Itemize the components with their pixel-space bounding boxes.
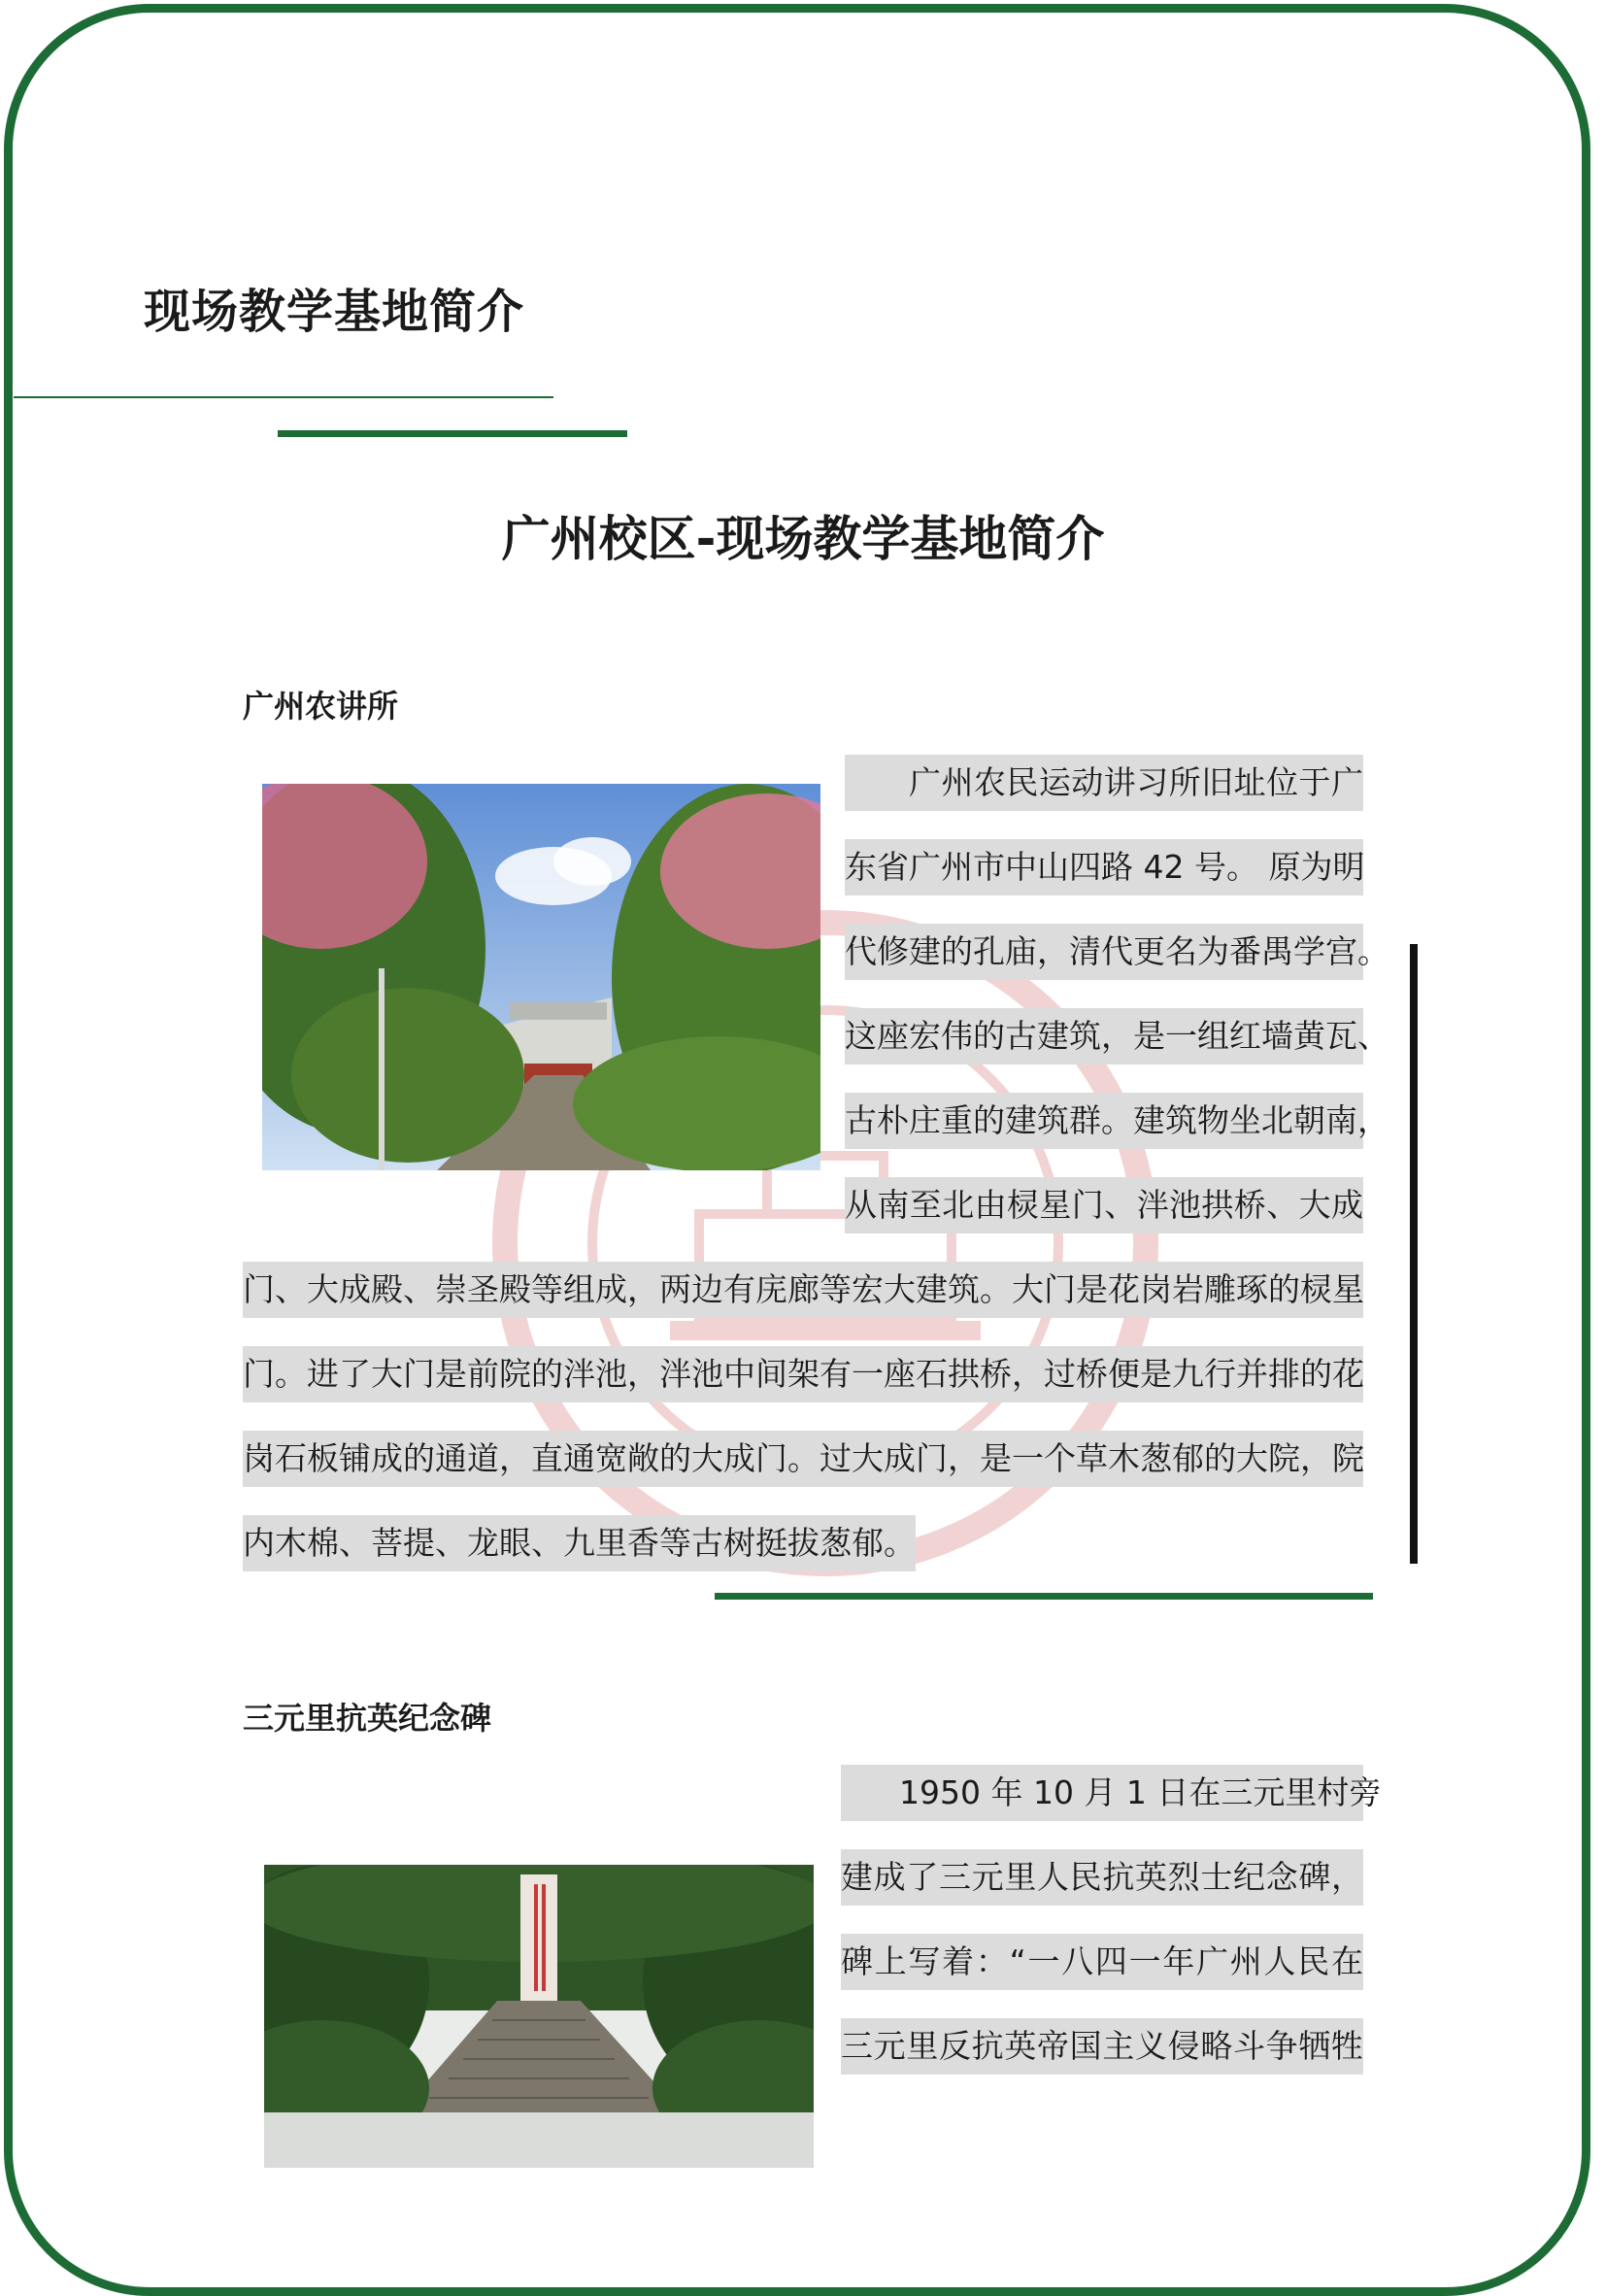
page-title: 广州校区-现场教学基地简介	[501, 511, 1105, 567]
nongjiangsuo-photo	[262, 784, 820, 1170]
paragraph-line: 广州农民运动讲习所旧址位于广	[845, 755, 1363, 811]
paragraph-line: 从南至北由棂星门、泮池拱桥、大成	[845, 1177, 1363, 1233]
paragraph-line: 门、大成殿、崇圣殿等组成，两边有庑廊等宏大建筑。大门是花岗岩雕琢的棂星	[243, 1262, 1363, 1318]
paragraph-line: 这座宏伟的古建筑，是一组红墙黄瓦、	[845, 1008, 1363, 1064]
paragraph-line: 门。进了大门是前院的泮池，泮池中间架有一座石拱桥，过桥便是九行并排的花	[243, 1346, 1363, 1402]
paragraph-line: 东省广州市中山四路 42 号。 原为明	[845, 839, 1363, 895]
paragraph-line: 代修建的孔庙，清代更名为番禺学宫。	[845, 924, 1363, 980]
monument-photo	[264, 1865, 814, 2168]
title-accent-rule	[278, 430, 627, 437]
paragraph-line: 古朴庄重的建筑群。建筑物坐北朝南，	[845, 1093, 1363, 1149]
site-name-sanyuanli: 三元里抗英纪念碑	[243, 1700, 492, 1737]
paragraph-line: 岗石板铺成的通道，直通宽敞的大成门。过大成门，是一个草木葱郁的大院，院	[243, 1431, 1363, 1487]
paragraph-line: 内木棉、菩提、龙眼、九里香等古树挺拔葱郁。	[243, 1515, 916, 1571]
site-divider-rule	[715, 1593, 1373, 1600]
paragraph-line: 碑上写着：“一八四一年广州人民在	[841, 1934, 1363, 1990]
site-name-nongjiangsuo: 广州农讲所	[243, 688, 399, 725]
vertical-accent-bar	[1410, 944, 1418, 1564]
paragraph-line: 建成了三元里人民抗英烈士纪念碑，	[841, 1849, 1363, 1906]
section-heading: 现场教学基地简介	[144, 285, 525, 339]
paragraph-line: 1950 年 10 月 1 日在三元里村旁	[841, 1765, 1363, 1821]
heading-rule	[14, 396, 553, 398]
paragraph-line: 三元里反抗英帝国主义侵略斗争牺牲	[841, 2018, 1363, 2075]
